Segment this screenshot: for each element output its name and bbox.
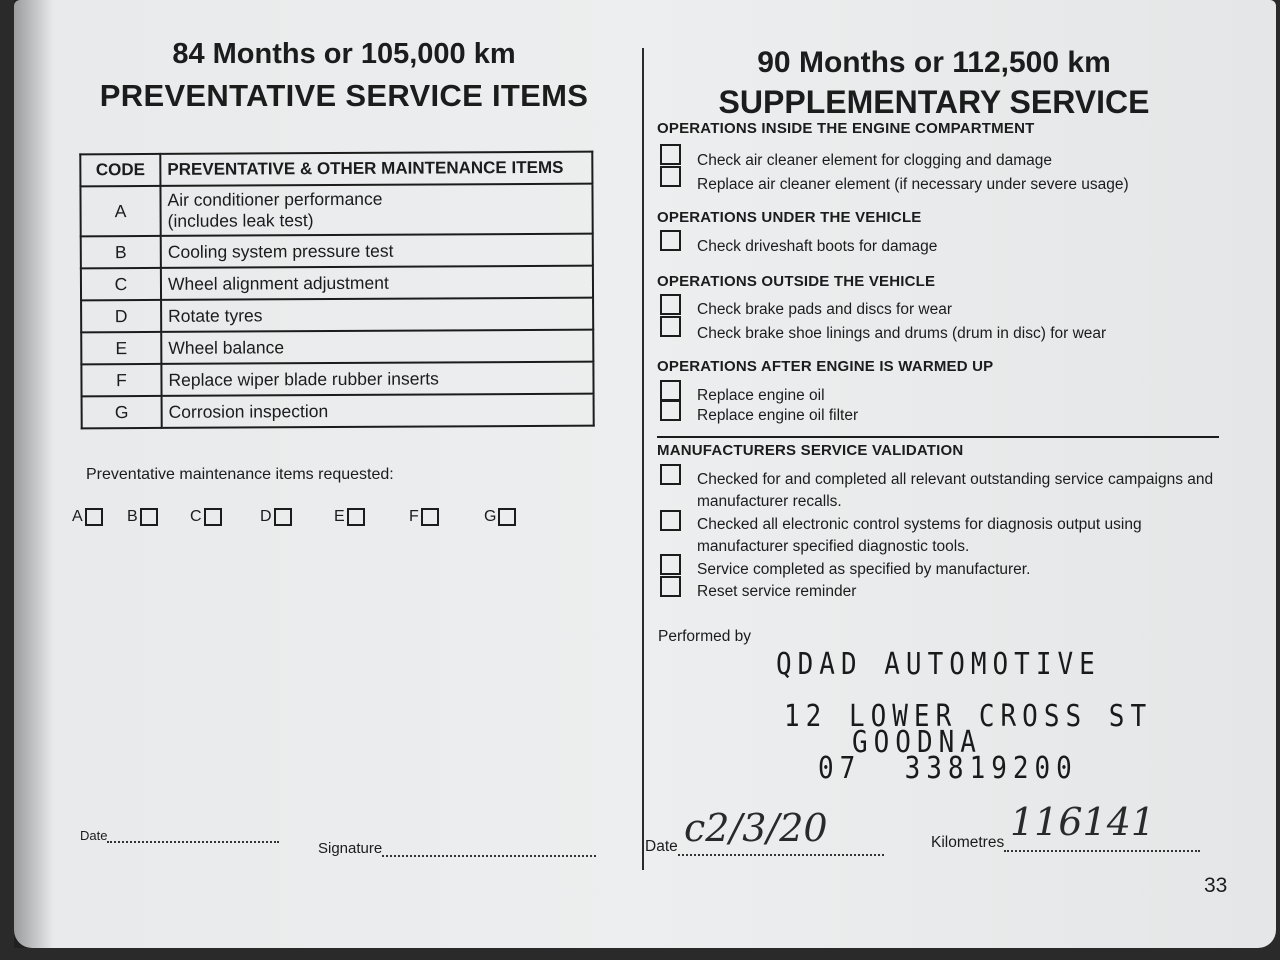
row-item: Rotate tyres <box>161 298 593 332</box>
request-g-checkbox[interactable] <box>498 508 516 526</box>
table-row <box>81 234 593 269</box>
row-code: F <box>81 364 161 396</box>
table-row <box>81 266 593 301</box>
op-driveshaft: Check driveshaft boots for damage <box>697 238 938 255</box>
op-brake-shoes: Check brake shoe linings and drums (drum in disc) for wear <box>697 325 1107 342</box>
op-campaigns-line1: Checked for and completed all relevant outstanding service campaigns and <box>697 471 1214 488</box>
col-items-header: PREVENTATIVE & OTHER MAINTENANCE ITEMS <box>160 152 592 186</box>
signature-line <box>382 855 596 857</box>
table-row <box>81 330 593 365</box>
op-brake-pads: Check brake pads and discs for wear <box>697 301 953 318</box>
op-campaigns <box>697 469 1237 513</box>
preventative-items-table <box>79 151 594 430</box>
right-date-label: Date <box>645 838 678 855</box>
table-row <box>80 184 592 237</box>
table-row <box>82 394 594 429</box>
op-reset-reminder: Reset service reminder <box>697 583 857 600</box>
right-heading-interval: 90 Months or 112,500 km <box>757 46 1111 79</box>
right-heading-title: SUPPLEMENTARY SERVICE <box>718 84 1150 120</box>
section-outside: OPERATIONS OUTSIDE THE VEHICLE <box>657 273 936 290</box>
row-code: E <box>81 332 161 364</box>
page-number: 33 <box>1204 874 1228 897</box>
op-diagnostics-line2: manufacturer specified diagnostic tools. <box>697 538 970 555</box>
col-code-header: CODE <box>80 154 160 186</box>
row-item: Cooling system pressure test <box>161 234 593 268</box>
op-oil: Replace engine oil <box>697 387 825 404</box>
section-under: OPERATIONS UNDER THE VEHICLE <box>657 209 922 226</box>
op-service-completed: Service completed as specified by manufacturer. <box>697 561 1031 578</box>
brake-pads-checkbox[interactable] <box>660 294 681 315</box>
page-divider <box>642 48 644 870</box>
request-b[interactable] <box>127 508 158 526</box>
oil-checkbox[interactable] <box>660 380 681 401</box>
handwritten-kilometres: 116141 <box>1010 800 1156 844</box>
request-d-checkbox[interactable] <box>274 508 292 526</box>
request-c-checkbox[interactable] <box>204 508 222 526</box>
request-f[interactable] <box>409 508 439 526</box>
brake-shoes-checkbox[interactable] <box>660 316 681 337</box>
request-f-label: F <box>409 508 419 525</box>
air-check-checkbox[interactable] <box>660 144 681 165</box>
table-row <box>81 298 593 333</box>
air-replace-checkbox[interactable] <box>660 166 681 187</box>
row-item: Replace wiper blade rubber inserts <box>161 362 593 396</box>
left-date-field[interactable] <box>80 828 279 843</box>
row-item: Wheel alignment adjustment <box>161 266 593 300</box>
op-air-check: Check air cleaner element for clogging and damage <box>697 152 1052 169</box>
row-code: C <box>81 268 161 300</box>
kilometres-label: Kilometres <box>931 834 1005 851</box>
kilometres-line <box>1004 850 1200 852</box>
row-code: B <box>81 236 161 268</box>
diagnostics-checkbox[interactable] <box>660 510 681 531</box>
row-code: A <box>80 186 160 236</box>
request-c[interactable] <box>190 508 222 526</box>
row-item <box>160 184 592 236</box>
left-heading-title: PREVENTATIVE SERVICE ITEMS <box>99 78 589 113</box>
op-air-replace: Replace air cleaner element (if necessary under severe usage) <box>697 176 1129 193</box>
section-validation: MANUFACTURERS SERVICE VALIDATION <box>657 442 964 459</box>
table-row <box>81 362 593 397</box>
request-c-label: C <box>190 508 202 525</box>
left-date-line <box>107 841 279 843</box>
left-heading-interval: 84 Months or 105,000 km <box>172 38 516 70</box>
request-g-label: G <box>484 508 497 525</box>
request-b-checkbox[interactable] <box>140 508 158 526</box>
service-completed-checkbox[interactable] <box>660 554 681 575</box>
request-g[interactable] <box>484 508 516 526</box>
left-date-label: Date <box>80 828 108 843</box>
stamp-phone: 07 33819200 <box>818 751 1078 787</box>
signature-label: Signature <box>318 840 383 857</box>
stamp-business-name: QDAD AUTOMOTIVE <box>776 647 1101 683</box>
requested-label: Preventative maintenance items requested: <box>86 466 394 483</box>
row-item-line2: (includes leak test) <box>167 210 314 231</box>
request-e-checkbox[interactable] <box>347 508 365 526</box>
request-f-checkbox[interactable] <box>421 508 439 526</box>
op-diagnostics <box>697 514 1237 558</box>
handwritten-date: c2/3/20 <box>684 806 828 850</box>
driveshaft-checkbox[interactable] <box>660 230 681 251</box>
request-a-label: A <box>72 508 83 525</box>
reset-reminder-checkbox[interactable] <box>660 576 681 597</box>
right-date-line <box>678 854 884 856</box>
row-item: Corrosion inspection <box>162 394 594 428</box>
stamp-suburb: GOODNA <box>852 725 982 761</box>
row-code: G <box>82 396 162 428</box>
row-item-line1: Air conditioner performance <box>167 188 383 210</box>
request-a[interactable] <box>72 508 103 526</box>
op-campaigns-line2: manufacturer recalls. <box>697 493 842 510</box>
request-d-label: D <box>260 508 272 525</box>
page-gutter <box>14 0 54 948</box>
signature-field[interactable] <box>318 840 596 857</box>
section-rule <box>657 436 1219 438</box>
service-book-page <box>14 0 1276 948</box>
request-e[interactable] <box>334 508 365 526</box>
request-d[interactable] <box>260 508 292 526</box>
op-oil-filter: Replace engine oil filter <box>697 407 859 424</box>
request-a-checkbox[interactable] <box>85 508 103 526</box>
row-item: Wheel balance <box>161 330 593 364</box>
oil-filter-checkbox[interactable] <box>660 400 681 421</box>
performed-by-label: Performed by <box>658 628 752 645</box>
stamp-street: 12 LOWER CROSS ST <box>784 699 1153 735</box>
campaigns-checkbox[interactable] <box>660 464 681 485</box>
op-diagnostics-line1: Checked all electronic control systems for diagnosis output using <box>697 516 1142 533</box>
section-warm: OPERATIONS AFTER ENGINE IS WARMED UP <box>657 358 994 375</box>
request-b-label: B <box>127 508 138 525</box>
row-code: D <box>81 300 161 332</box>
request-e-label: E <box>334 508 345 525</box>
section-engine: OPERATIONS INSIDE THE ENGINE COMPARTMENT <box>657 120 1035 137</box>
